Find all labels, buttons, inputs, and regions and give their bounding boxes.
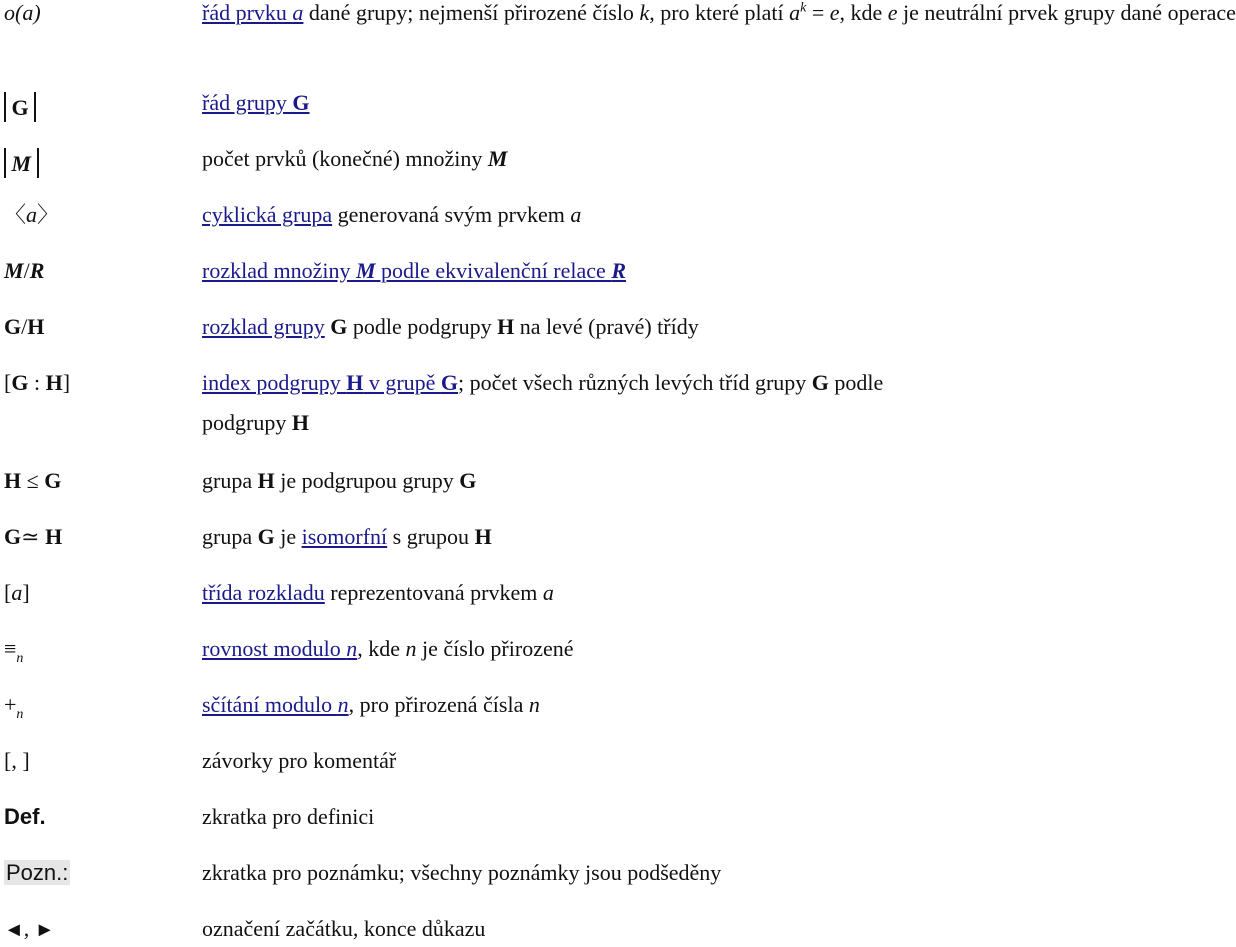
text-segment: o(: [4, 0, 23, 25]
text-segment: e: [829, 0, 840, 25]
notation-description: [202, 470, 954, 492]
text-segment: ◄: [4, 919, 24, 941]
term-link[interactable]: v grupě: [363, 370, 441, 395]
text-segment: Def.: [4, 804, 46, 829]
term-link[interactable]: isomorfní: [301, 524, 388, 549]
notation-description: [202, 750, 954, 772]
text-segment: =: [806, 0, 830, 25]
notation-description: [202, 582, 954, 604]
text-segment: s grupou: [387, 524, 475, 549]
text-segment: označení začátku, konce důkazu: [202, 916, 486, 941]
text-segment: ,: [23, 916, 35, 941]
text-segment: , pro které platí: [649, 0, 790, 25]
text-segment: M: [6, 151, 37, 176]
text-segment: je číslo přirozené: [416, 636, 574, 661]
text-segment: ]: [22, 580, 30, 605]
term-link[interactable]: sčítání modulo: [202, 692, 338, 717]
notation-description: [202, 526, 954, 548]
term-link[interactable]: index podgrupy: [202, 370, 347, 395]
term-link[interactable]: H: [346, 370, 364, 395]
notation-description: [202, 363, 954, 443]
term-link[interactable]: G: [440, 370, 459, 395]
notation-symbol: [4, 526, 62, 548]
term-link[interactable]: n: [337, 692, 349, 717]
notation-description: [202, 806, 954, 828]
text-segment: H: [4, 468, 22, 493]
term-link[interactable]: rozklad množiny: [202, 258, 356, 283]
notation-description: [202, 92, 954, 114]
text-segment: závorky pro komentář: [202, 748, 397, 773]
term-link[interactable]: řád prvku: [202, 0, 293, 25]
text-segment: G: [459, 468, 477, 493]
notation-symbol: [4, 692, 24, 722]
text-segment: a: [789, 0, 801, 25]
notation-symbol: [4, 862, 70, 884]
term-link[interactable]: rozklad grupy: [202, 314, 325, 339]
notation-description: [202, 0, 1236, 25]
text-segment: grupa: [202, 468, 258, 493]
text-segment: H: [257, 468, 275, 493]
notation-symbol: [4, 204, 59, 226]
text-segment: ≡: [4, 636, 17, 661]
text-segment: k: [639, 0, 650, 25]
text-segment: a: [542, 580, 554, 605]
text-segment: 〈: [4, 202, 27, 227]
text-segment: a: [26, 202, 38, 227]
text-segment: a: [22, 0, 34, 25]
text-segment: k: [800, 0, 807, 16]
text-segment: H: [497, 314, 515, 339]
notation-symbol: [4, 806, 46, 828]
notation-symbol: [4, 2, 41, 24]
term-link[interactable]: R: [611, 258, 626, 283]
text-segment: M: [4, 258, 24, 283]
notation-description: [202, 260, 954, 282]
text-segment: +: [4, 692, 17, 717]
text-segment: H: [39, 524, 63, 549]
notation-symbol: [4, 470, 61, 492]
notation-symbol: [4, 92, 36, 122]
text-segment: [: [4, 580, 12, 605]
term-link[interactable]: cyklická grupa: [202, 202, 333, 227]
text-segment: G: [811, 370, 829, 395]
text-segment: G: [4, 314, 22, 339]
text-segment: 〉: [37, 202, 60, 227]
term-link[interactable]: řád grupy: [202, 90, 293, 115]
text-segment: je: [274, 524, 302, 549]
text-segment: podle podgrupy: [202, 370, 884, 435]
text-segment: /: [23, 258, 30, 283]
text-segment: H: [45, 370, 63, 395]
term-link[interactable]: podle ekvivalenční relace: [375, 258, 612, 283]
text-segment: H: [27, 314, 45, 339]
term-link[interactable]: n: [346, 636, 358, 661]
text-segment: G: [257, 524, 275, 549]
abs-bar: [34, 92, 36, 122]
notation-symbol: [4, 148, 39, 178]
notation-symbol: [4, 260, 44, 282]
text-segment: G: [4, 524, 22, 549]
text-segment: generovaná svým prvkem: [332, 202, 571, 227]
text-segment: je neutrální prvek grupy dané operace: [897, 0, 1236, 25]
text-segment: , pro přirozená čísla: [348, 692, 529, 717]
text-segment: dané grupy; nejmenší přirozené číslo: [303, 0, 640, 25]
notation-description: [202, 204, 954, 226]
text-segment: R: [29, 258, 45, 283]
notation-description: [202, 862, 954, 884]
notation-description: [202, 694, 954, 716]
notation-symbol: [4, 636, 24, 666]
notation-description: [202, 148, 954, 170]
text-segment: G: [6, 95, 35, 120]
text-segment: /: [21, 314, 28, 339]
text-segment: ≤: [21, 468, 45, 493]
text-segment: ]: [62, 370, 71, 395]
notation-symbol: [4, 372, 70, 394]
notation-description: [202, 918, 954, 940]
text-segment: počet prvků (konečné) množiny: [202, 146, 488, 171]
term-link[interactable]: třída rozkladu: [202, 580, 325, 605]
notation-symbol: [4, 582, 30, 604]
text-segment: , kde: [839, 0, 888, 25]
term-link[interactable]: M: [355, 258, 376, 283]
text-segment: [: [4, 370, 12, 395]
term-link[interactable]: G: [292, 90, 310, 115]
text-segment: ≃: [21, 524, 40, 549]
notation-symbol: [4, 750, 30, 772]
abs-bar: [37, 148, 39, 178]
text-segment: :: [28, 370, 46, 395]
text-segment: n: [405, 636, 417, 661]
text-segment: n: [528, 692, 540, 717]
text-segment: G: [44, 468, 62, 493]
text-segment: e: [887, 0, 898, 25]
text-segment: grupa: [202, 524, 258, 549]
text-segment: zkratka pro poznámku; všechny poznámky jsou podšeděny: [202, 860, 722, 885]
text-segment: a: [570, 202, 582, 227]
text-segment: a: [11, 580, 23, 605]
text-segment: [, ]: [4, 748, 30, 773]
text-segment: zkratka pro definici: [202, 804, 375, 829]
text-segment: reprezentovaná prvkem: [324, 580, 543, 605]
text-segment: n: [16, 707, 24, 722]
text-segment: podle podgrupy: [347, 314, 498, 339]
term-link[interactable]: a: [292, 0, 304, 25]
text-segment: M: [487, 146, 508, 171]
text-segment: G: [11, 370, 29, 395]
text-segment: H: [474, 524, 492, 549]
notation-symbol: [4, 316, 44, 338]
text-segment: , kde: [357, 636, 406, 661]
text-segment: je podgrupou grupy: [274, 468, 460, 493]
text-segment: H: [291, 410, 309, 435]
term-link[interactable]: rovnost modulo: [202, 636, 347, 661]
text-segment: G: [330, 314, 348, 339]
text-segment: n: [16, 651, 24, 666]
text-segment: na levé (pravé) třídy: [514, 314, 699, 339]
text-segment: ; počet všech různých levých tříd grupy: [458, 370, 812, 395]
notation-description: [202, 316, 954, 338]
text-segment: ►: [34, 919, 55, 941]
notation-description: [202, 638, 954, 660]
text-segment: ): [33, 0, 41, 25]
text-segment: Pozn.:: [6, 860, 69, 885]
notation-symbol: [4, 918, 55, 940]
